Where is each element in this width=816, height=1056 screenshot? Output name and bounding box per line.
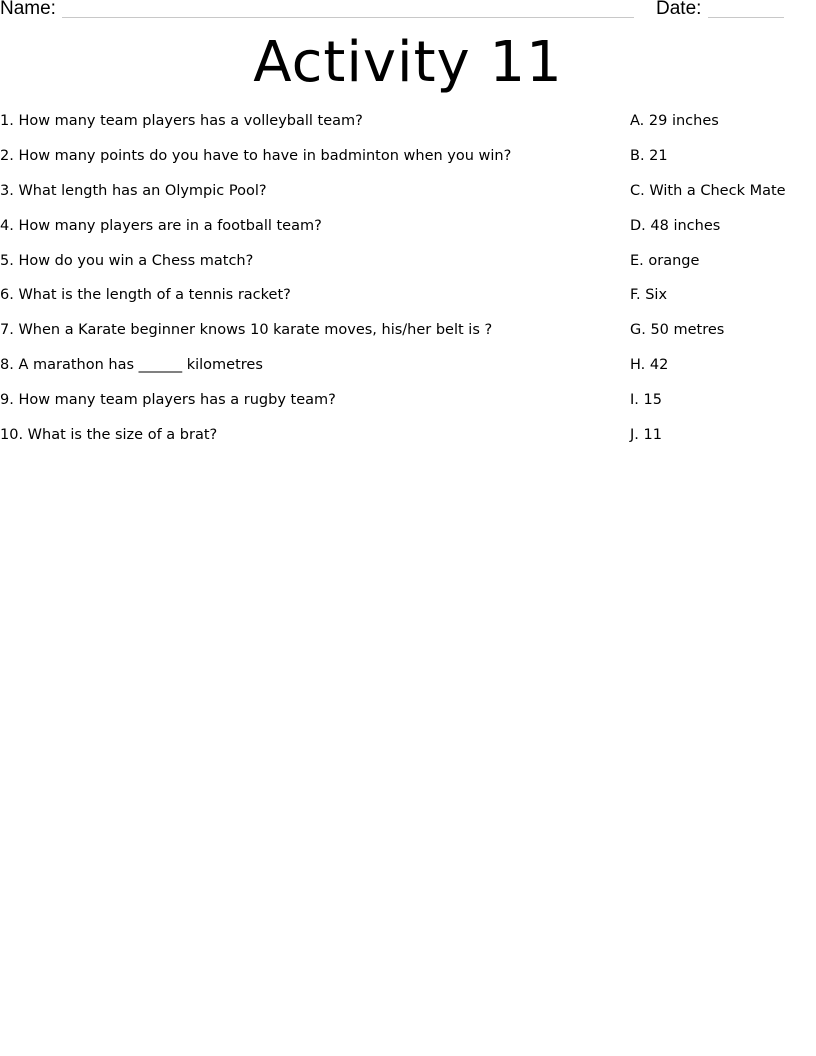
answer-item: C. With a Check Mate [630, 182, 786, 199]
question-item: 8. A marathon has ______ kilometres [0, 357, 263, 374]
question-item: 9. How many team players has a rugby team? [0, 392, 336, 409]
question-item: 2. How many points do you have to have in badminton when you win? [0, 147, 512, 164]
answer-item: H. 42 [630, 357, 669, 374]
question-item: 4. How many players are in a football team? [0, 217, 322, 234]
answer-item: F. Six [630, 287, 668, 304]
name-field-line[interactable] [62, 17, 634, 18]
name-label: Name: [0, 0, 56, 19]
question-item: 6. What is the length of a tennis racket? [0, 287, 291, 304]
answer-item: E. orange [630, 252, 700, 269]
question-list [0, 111, 610, 460]
question-item: 1. How many team players has a volleyball team? [0, 113, 363, 129]
answer-item: D. 48 inches [630, 217, 721, 234]
answer-item: J. 11 [630, 427, 662, 444]
question-item: 7. When a Karate beginner knows 10 karate moves, his/her belt is ? [0, 322, 493, 339]
answer-item: G. 50 metres [630, 322, 725, 339]
date-label: Date: [656, 0, 702, 19]
question-item: 3. What length has an Olympic Pool? [0, 182, 267, 199]
question-item: 10. What is the size of a brat? [0, 427, 218, 444]
answer-list [630, 111, 816, 460]
answer-item: I. 15 [630, 392, 662, 409]
question-item: 5. How do you win a Chess match? [0, 252, 254, 269]
date-field-line[interactable] [708, 17, 784, 18]
page-title: Activity 11 [253, 30, 563, 95]
header-row [0, 0, 816, 24]
answer-item: B. 21 [630, 147, 668, 164]
answer-item: A. 29 inches [630, 113, 719, 129]
